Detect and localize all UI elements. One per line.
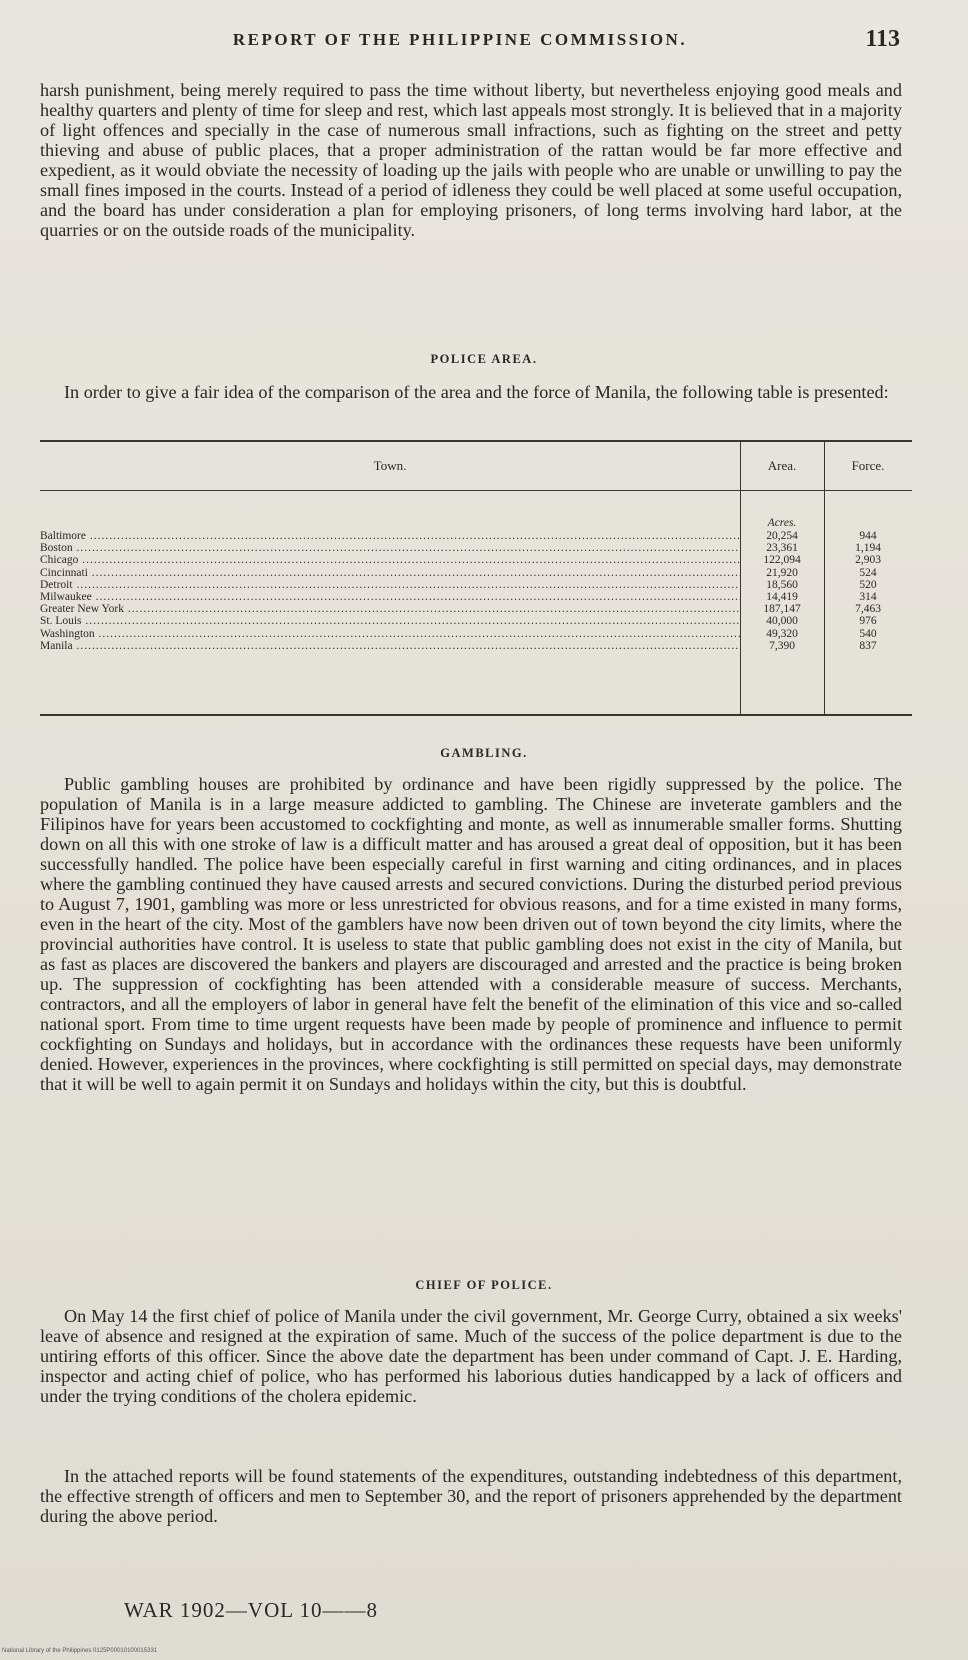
- gambling-heading: GAMBLING.: [440, 746, 528, 760]
- signature-mark: WAR 1902—VOL 10——8: [124, 1598, 379, 1622]
- table-row-town: Greater New York .....: [40, 603, 740, 615]
- table-cell-area: 14,419: [766, 590, 798, 603]
- table-row-town: St. Louis .....: [40, 615, 740, 627]
- table-cell-area: 49,320: [766, 627, 798, 640]
- table-cell-force: 1,194: [855, 542, 881, 555]
- police-area-table: [40, 440, 912, 716]
- table-cell-area: 20,254: [766, 530, 798, 542]
- area-column: [740, 516, 824, 652]
- table-row-town: Milwaukee .....: [40, 591, 740, 603]
- table-cell-area: 122,094: [763, 554, 801, 567]
- gambling-paragraph: Public gambling houses are prohibited by ordinance and have been rigidly suppressed by the police. The population of Manila is in a large measure addicted to gambling. The Chinese are inveterate gamblers and the Filipinos have for years been accustomed to cockfighting and monte, as well as innumerable smaller forms. Shutting down on all this with one stroke of law is a difficult matter and has aroused a great deal of opposition, but it has been successfully handled. The police have been especially careful in first warning and citing ordinances, and in places where the gambling continued they have caused arrests and secured convictions. During the disturbed period previous to August 7, 1901, gambling was more or less unrestricted for obvious reasons, and for a time existed in many forms, even in the heart of the city. Most of the gamblers have now been driven out of town beyond the city limits, where the provincial authorities have control. It is useless to state that public gambling does not exist in the city of Manila, but as fast as places are discovered the bankers and players are discouraged and arrested and the practice is being broken up. The suppression of cockfighting has been attended with a considerable measure of success. Merchants, contractors, and all the employers of labor in general have felt the benefit of the elimination of this vice and so-called national sport. From time to time urgent requests have been made by people of prominence and influence to permit cockfighting on Sundays and holidays, but in accordance with the ordinances these requests have been uniformly denied. However, experiences in the provinces, where cockfighting is still permitted on special days, may demonstrate that it will be well to again permit it on Sundays and holidays within the city, but this is doubtful.: [40, 774, 902, 1094]
- table-cell-force: 540: [859, 627, 877, 640]
- force-column: [824, 530, 912, 652]
- table-row-town: Baltimore .....: [40, 530, 740, 542]
- police-area-intro: In order to give a fair idea of the comparison of the area and the force of Manila, the following table is presented:: [64, 382, 889, 402]
- table-cell-area: 187,147: [763, 603, 801, 616]
- table-header-rule: [40, 490, 912, 491]
- column-header-town: Town.: [373, 458, 407, 473]
- library-imprint: National Library of the Philippines 0125P00010100015331: [2, 1648, 158, 1654]
- table-cell-force: 976: [859, 615, 877, 628]
- table-cell-force: 524: [859, 566, 877, 579]
- table-row-town: Detroit .....: [40, 579, 740, 591]
- column-header-area: Area.: [767, 458, 797, 473]
- town-column: [40, 530, 740, 652]
- table-cell-area: 7,390: [769, 639, 795, 652]
- opening-paragraph: harsh punishment, being merely required to pass the time without liberty, but nevertheless enjoying good meals and healthy quarters and plenty of time for sleep and rest, which last appeals most strongly. It is believed that in a majority of light offences and specially in the case of numerous small infractions, such as fighting on the street and petty thieving and abuse of public places, that a proper administration of the rattan would be far more effective and expedient, as it would obviate the necessity of loading up the jails with people who are unable or unwilling to pay the small fines imposed in the courts. Instead of a period of idleness they could be well placed at some useful occupation, and the board has under consideration a plan for employing prisoners, of long terms involving hard labor, at the quarries or on the outside roads of the municipality.: [40, 80, 902, 240]
- chief-of-police-paragraph: On May 14 the first chief of police of Manila under the civil government, Mr. George Curry, obtained a six weeks' leave of absence and resigned at the expiration of same. Much of the success of the police department is due to the untiring efforts of this officer. Since the above date the department has been under command of Capt. J. E. Harding, inspector and acting chief of police, who has performed his laborious duties handicapped by a lack of officers and under the trying conditions of the cholera epidemic.: [40, 1306, 902, 1406]
- table-cell-area: 18,560: [766, 578, 798, 591]
- table-row-town: Washington .....: [40, 628, 740, 640]
- page-number: 113: [865, 26, 900, 52]
- table-bottom-rule: [40, 714, 912, 716]
- table-cell-area: 40,000: [766, 615, 798, 628]
- area-unit-label: Acres.: [767, 517, 797, 529]
- table-cell-area: 21,920: [766, 566, 798, 579]
- column-header-force: Force.: [851, 458, 885, 473]
- table-top-rule: [40, 440, 912, 442]
- chief-of-police-heading: CHIEF OF POLICE.: [415, 1278, 553, 1292]
- police-area-heading: POLICE AREA.: [430, 352, 538, 366]
- table-cell-force: 314: [859, 590, 877, 603]
- table-row-town: Manila .....: [40, 640, 740, 652]
- table-row-town: Chicago .....: [40, 554, 740, 566]
- reports-paragraph: In the attached reports will be found statements of the expenditures, outstanding indebtedness of this department, the effective strength of officers and men to September 30, and the report of prisoners apprehended by the department during the above period.: [40, 1466, 902, 1526]
- table-row-town: Cincinnati .....: [40, 567, 740, 579]
- table-cell-force: 944: [859, 530, 877, 542]
- table-cell-area: 23,361: [766, 542, 798, 555]
- table-cell-force: 837: [859, 639, 877, 652]
- table-cell-force: 520: [859, 578, 877, 591]
- table-cell-force: 7,463: [855, 603, 881, 616]
- table-row-town: Boston .....: [40, 542, 740, 554]
- table-cell-force: 2,903: [855, 554, 881, 567]
- running-title: REPORT OF THE PHILIPPINE COMMISSION.: [232, 30, 688, 49]
